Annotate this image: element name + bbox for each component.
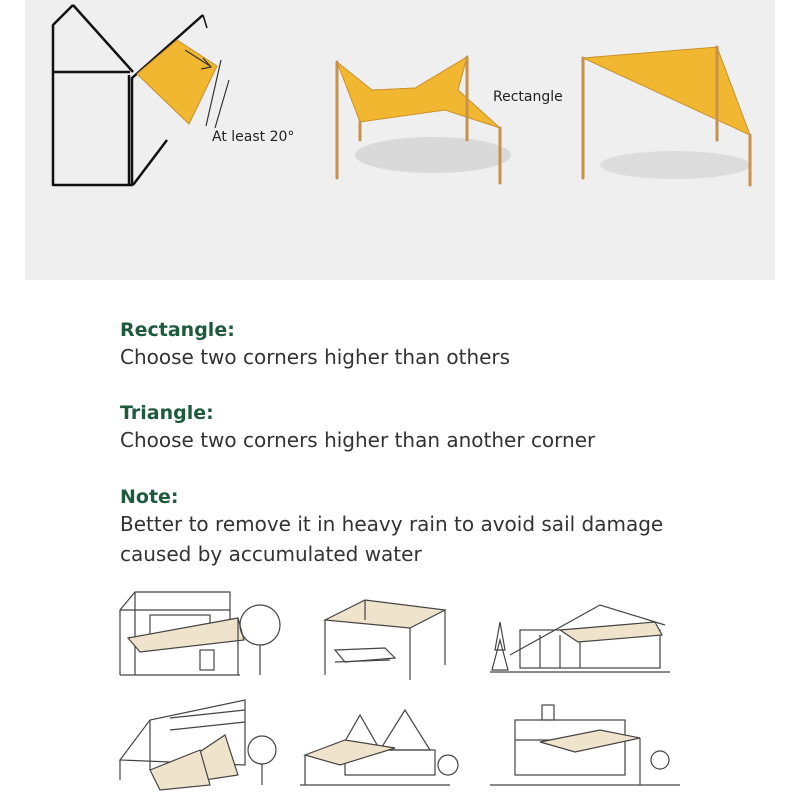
example-canopy-frame xyxy=(325,600,445,680)
example-wood-house xyxy=(120,700,276,790)
note-instruction xyxy=(120,485,760,569)
installation-diagrams xyxy=(25,0,775,280)
installation-diagram-panel xyxy=(25,0,775,280)
example-flat-house xyxy=(490,705,680,785)
tri-shadow xyxy=(600,151,750,179)
note-text-line-1: Better to remove it in heavy rain to avoid sail damage xyxy=(120,512,664,536)
example-patio-house xyxy=(120,592,280,675)
rect-shadow xyxy=(355,137,511,173)
example-gabled-house xyxy=(300,710,458,785)
triangle-heading: Triangle: xyxy=(120,402,214,424)
rectangle-instruction xyxy=(120,318,760,372)
example-modern-house xyxy=(490,605,670,672)
rectangle-heading: Rectangle: xyxy=(120,319,235,341)
triangle-instruction xyxy=(120,401,760,455)
note-text-line-2: caused by accumulated water xyxy=(120,542,422,566)
usage-examples xyxy=(0,580,800,800)
note-heading: Note: xyxy=(120,486,179,508)
triangle-text: Choose two corners higher than another corner xyxy=(120,428,596,452)
rectangle-label: Rectangle xyxy=(493,89,563,105)
angle-label: At least 20° xyxy=(212,129,295,145)
sail-triangle xyxy=(583,47,750,135)
sail-wall xyxy=(137,40,217,124)
sail-rectangle xyxy=(337,57,500,128)
rectangle-text: Choose two corners higher than others xyxy=(120,345,511,369)
